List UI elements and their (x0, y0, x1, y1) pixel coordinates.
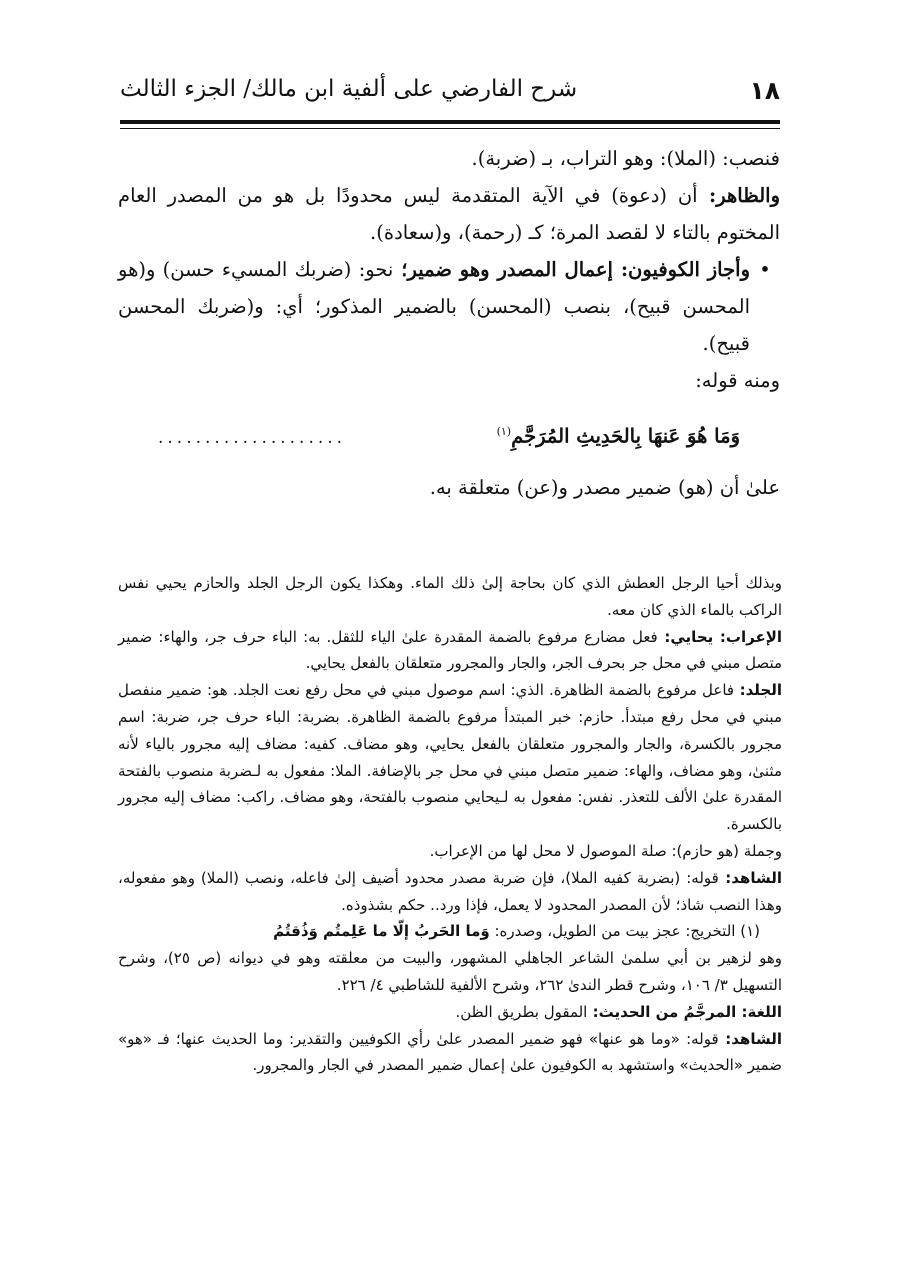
footnote-text: فاعل مرفوع بالضمة الظاهرة. الذي: اسم موصول مبني في محل رفع نعت الجلد. هو: ضمير منفصل مبني في محل رفع مبتدأ. حازم: خبر المبتدأ مرفوع بالضمة الظاهرة. بضربة: الباء حرف جر، ضربة: اسم مجرور بالكسرة، والجار والمجرور متعلقان بالفعل يحايي، وهو مضاف. كفيه: مضاف إليه مجرور بالياء لأنه مثنىٰ، وهو مضاف، والهاء: ضمير متصل مبني في محل جر بالإضافة. الملا: مفعول به لـضربة منصوب بالفتحة المقدرة علىٰ الألف للتعذر. نفس: مفعول به لـيحايي منصوب بالفتحة، وهو مضاف. راكب: مضاف إليه مجرور بالكسرة. (118, 681, 782, 834)
footnote-paragraph: وهو لزهير بن أبي سلمىٰ الشاعر الجاهلي المشهور، والبيت من معلقته وهو في ديوانه (ص ٢٥)، وشرح التسهيل ٣/ ١٠٦، وشرح قطر الندىٰ ٢٦٢، وشرح الألفية للشاطبي ٤/ ٢٢٦. (118, 949, 782, 994)
footnote-lead: الشاهد: (718, 868, 782, 887)
paragraph: فنصب: (الملا): وهو التراب، بـ (ضربة). (471, 147, 780, 170)
page-header (120, 76, 780, 110)
footnote-paragraph (118, 865, 782, 919)
running-title: شرح الفارضي على ألفية ابن مالك/ الجزء الثالث (120, 76, 578, 102)
paragraph (118, 177, 780, 251)
footnote-lead: الإعراب: يحايي: (657, 627, 783, 646)
footnote-text: قوله: «وما هو عنها» فهو ضمير المصدر علىٰ رأي الكوفيين والتقدير: وما الحديث عنها؛ فـ «هو» ضمير «الحديث» واستشهد به الكوفيون علىٰ إعمال ضمير المصدر في الجار والمجرور. (118, 1029, 782, 1075)
footnote-text: التخريج: عجز بيت من الطويل، وصدره: (489, 922, 736, 941)
paragraph-lead: وأجاز الكوفيون: إعمال المصدر وهو ضمير؛ (393, 258, 750, 281)
bullet-paragraph (118, 251, 780, 362)
bullet-text (118, 251, 750, 362)
footnote-paragraph: وجملة (هو حازم): صلة الموصول لا محل لها من الإعراب. (429, 841, 782, 860)
footnote-text: قوله: (بضربة كفيه الملا)، فإن ضربة مصدر محدود أضيف إلىٰ فاعله، ونصب (الملا) وهو مفعوله، وهذا النصب شاذ؛ لأن المصدر المحدود لا يعمل، فإذا ورد.. حكم بشذوذه. (118, 868, 782, 914)
footnote-paragraph (118, 677, 782, 838)
header-rule-thick (120, 120, 780, 124)
paragraph: علىٰ أن (هو) ضمير مصدر و(عن) متعلقة به. (429, 475, 780, 499)
footnote-paragraph: وبذلك أحيا الرجل العطش الذي كان بحاجة إلىٰ ذلك الماء. وهكذا يكون الرجل الجلد والحازم يحيي نفس الراكب بالماء الذي كان معه. (118, 574, 782, 619)
main-text (118, 140, 780, 506)
header-rule-thin (120, 128, 780, 129)
bullet-icon: • (759, 258, 771, 281)
footnote-lead: الشاهد: (718, 1029, 782, 1048)
footnote-paragraph (118, 999, 782, 1026)
paragraph-text: أن (دعوة) في الآية المتقدمة ليس محدودًا بل هو من المصدر العام المختوم بالتاء لا لقصد المرة؛ كـ (رحمة)، و(سعادة). (118, 184, 780, 244)
footnote-paragraph (118, 918, 782, 945)
verse-text: وَمَا هُوَ عَنهَا بِالحَدِيثِ المُرَجَّمِ (511, 424, 740, 448)
paragraph-lead: والظاهر: (697, 184, 780, 207)
footnote-paragraph (118, 624, 782, 678)
paragraph: ومنه قوله: (695, 369, 780, 392)
verse-hemistich (497, 413, 740, 455)
footnote-paragraph (118, 1026, 782, 1080)
verse-omitted-dots: .................... (158, 427, 347, 448)
page-number: ١٨ (749, 76, 780, 105)
footnote-lead: الجلد: (734, 681, 783, 700)
footnotes (118, 570, 782, 1079)
paragraph-text: نحو: (ضربك المسيء حسن) و(هو المحسن قبيح)، بنصب (المحسن) بالضمير المذكور؛ أي: و(ضربك المحسن قبيح). (118, 258, 750, 355)
footnote-reference: (١) (496, 425, 512, 438)
footnote-lead: اللغة: المرجَّمُ من الحديث: (587, 1002, 782, 1021)
footnote-number: (١) (735, 922, 760, 941)
footnote-text: فعل مضارع مرفوع بالضمة المقدرة علىٰ الياء للثقل. به: الباء حرف جر، والهاء: ضمير متصل مبني في محل جر بحرف الجر، والجار والمجرور متعلقان بالفعل يحايي. (118, 627, 782, 673)
poetry-verse (158, 413, 740, 457)
footnote-text: المقول بطريق الظن. (455, 1002, 588, 1021)
footnote-verse: وَما الحَربُ إلّا ما عَلِمتُم وَذُقتُمُ (273, 922, 490, 941)
